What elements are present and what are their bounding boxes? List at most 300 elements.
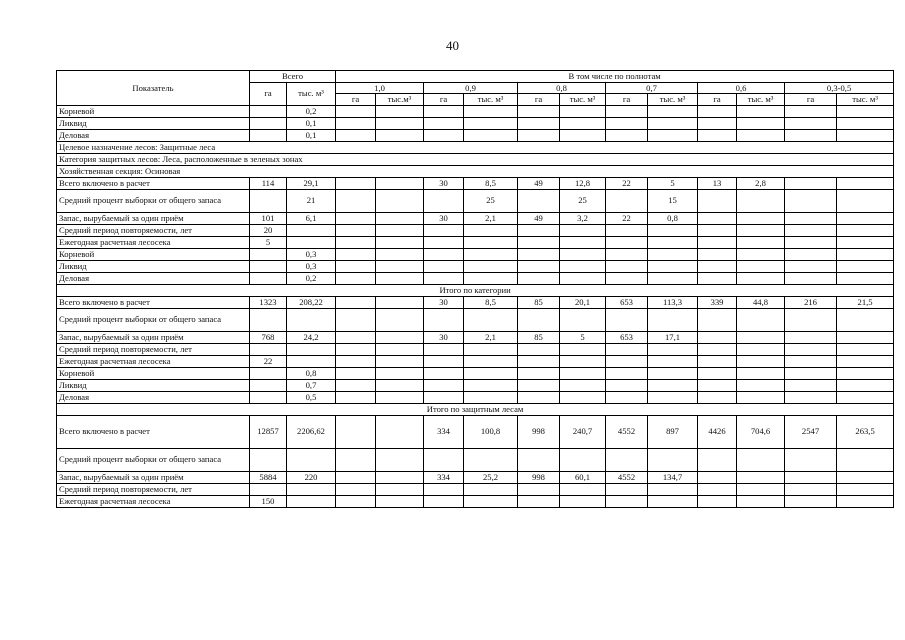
- row-label: Средний процент выборки от общего запаса: [57, 308, 250, 331]
- table-row: [57, 272, 894, 284]
- table-cell: 21: [287, 189, 336, 212]
- table-cell: [424, 355, 464, 367]
- table-cell: [698, 129, 737, 141]
- table-cell: [837, 212, 894, 224]
- table-cell: 60,1: [560, 471, 606, 483]
- table-cell: 216: [785, 296, 837, 308]
- table-cell: [785, 177, 837, 189]
- table-cell: [376, 129, 424, 141]
- table-cell: [560, 117, 606, 129]
- table-cell: [336, 367, 376, 379]
- table-cell: [737, 331, 785, 343]
- table-cell: [424, 189, 464, 212]
- table-cell: [336, 212, 376, 224]
- table-cell: [785, 471, 837, 483]
- table-row: [57, 495, 894, 507]
- table-cell: 49: [518, 212, 560, 224]
- table-cell: 0,2: [287, 105, 336, 117]
- table-header: [57, 71, 894, 106]
- table-cell: 113,3: [648, 296, 698, 308]
- table-cell: [785, 367, 837, 379]
- cutting-area-table: [56, 70, 894, 508]
- row-label: Деловая: [57, 272, 250, 284]
- table-cell: [648, 355, 698, 367]
- header-density-5: 0,6: [698, 82, 785, 94]
- table-cell: [648, 248, 698, 260]
- table-cell: [250, 367, 287, 379]
- table-cell: [250, 248, 287, 260]
- table-cell: [336, 483, 376, 495]
- table-row: [57, 367, 894, 379]
- table-cell: 334: [424, 415, 464, 448]
- table-cell: 0,3: [287, 248, 336, 260]
- table-cell: [698, 248, 737, 260]
- table-cell: [837, 117, 894, 129]
- table-cell: [648, 495, 698, 507]
- table-cell: [785, 448, 837, 471]
- table-cell: [785, 236, 837, 248]
- table-cell: [648, 117, 698, 129]
- table-cell: 0,1: [287, 117, 336, 129]
- table-cell: [737, 355, 785, 367]
- table-cell: [785, 105, 837, 117]
- table-cell: [698, 236, 737, 248]
- table-row: [57, 105, 894, 117]
- table-cell: [837, 471, 894, 483]
- row-label: Запас, вырубаемый за один приём: [57, 471, 250, 483]
- row-label: Ежегодная расчетная лесосека: [57, 236, 250, 248]
- table-cell: [560, 343, 606, 355]
- table-cell: 0,2: [287, 272, 336, 284]
- table-cell: [737, 248, 785, 260]
- table-cell: [287, 355, 336, 367]
- header-density-4: 0,7: [606, 82, 698, 94]
- table-cell: [376, 415, 424, 448]
- table-cell: [336, 248, 376, 260]
- table-cell: [837, 343, 894, 355]
- table-cell: [837, 331, 894, 343]
- table-cell: [698, 105, 737, 117]
- table-cell: [837, 236, 894, 248]
- table-cell: [464, 272, 518, 284]
- table-cell: [606, 355, 648, 367]
- table-cell: [250, 379, 287, 391]
- table-cell: [560, 308, 606, 331]
- table-cell: 220: [287, 471, 336, 483]
- table-cell: [464, 391, 518, 403]
- table-cell: [424, 117, 464, 129]
- table-cell: [837, 272, 894, 284]
- table-cell: [424, 248, 464, 260]
- table-cell: 998: [518, 415, 560, 448]
- table-cell: [464, 343, 518, 355]
- header-ha: га: [698, 94, 737, 106]
- table-cell: [250, 343, 287, 355]
- table-cell: [336, 129, 376, 141]
- table-row: [57, 471, 894, 483]
- table-cell: [376, 355, 424, 367]
- table-row: [57, 165, 894, 177]
- table-cell: [464, 367, 518, 379]
- table-cell: [698, 379, 737, 391]
- table-cell: [336, 471, 376, 483]
- table-cell: [424, 495, 464, 507]
- table-cell: [785, 391, 837, 403]
- table-cell: [648, 343, 698, 355]
- table-cell: [606, 367, 648, 379]
- table-cell: 15: [648, 189, 698, 212]
- table-row: [57, 212, 894, 224]
- table-cell: 85: [518, 296, 560, 308]
- table-cell: [648, 391, 698, 403]
- table-cell: [464, 260, 518, 272]
- table-cell: 2,1: [464, 212, 518, 224]
- table-cell: 3,2: [560, 212, 606, 224]
- table-cell: [648, 379, 698, 391]
- table-cell: [785, 343, 837, 355]
- row-label: Средний период повторяемости, лет: [57, 224, 250, 236]
- table-cell: [376, 236, 424, 248]
- table-cell: [336, 177, 376, 189]
- table-cell: [287, 224, 336, 236]
- table-cell: [518, 391, 560, 403]
- table-cell: [336, 105, 376, 117]
- table-cell: [560, 379, 606, 391]
- table-cell: [518, 355, 560, 367]
- table-cell: [518, 260, 560, 272]
- table-cell: [606, 224, 648, 236]
- table-cell: 768: [250, 331, 287, 343]
- row-label: Запас, вырубаемый за один приём: [57, 331, 250, 343]
- table-cell: [606, 129, 648, 141]
- row-label: Средний процент выборки от общего запаса: [57, 189, 250, 212]
- table-cell: [837, 391, 894, 403]
- table-cell: [336, 272, 376, 284]
- table-cell: 150: [250, 495, 287, 507]
- table-cell: 897: [648, 415, 698, 448]
- table-cell: [464, 105, 518, 117]
- table-cell: [336, 296, 376, 308]
- header-density-6: 0,3-0,5: [785, 82, 894, 94]
- table-cell: [376, 308, 424, 331]
- table-cell: [560, 391, 606, 403]
- table-cell: [250, 448, 287, 471]
- table-row: [57, 296, 894, 308]
- table-cell: [737, 260, 785, 272]
- table-cell: 704,6: [737, 415, 785, 448]
- table-row: [57, 129, 894, 141]
- table-row: [57, 117, 894, 129]
- row-label: Ежегодная расчетная лесосека: [57, 355, 250, 367]
- table-cell: [606, 448, 648, 471]
- table-cell: [376, 391, 424, 403]
- table-cell: [737, 117, 785, 129]
- table-cell: [424, 308, 464, 331]
- table-cell: [336, 355, 376, 367]
- table-cell: [606, 379, 648, 391]
- table-cell: [464, 355, 518, 367]
- table-cell: [837, 129, 894, 141]
- table-cell: [376, 495, 424, 507]
- table-cell: [837, 189, 894, 212]
- table-cell: [837, 248, 894, 260]
- table-cell: [376, 379, 424, 391]
- table-cell: [698, 391, 737, 403]
- table-cell: [737, 343, 785, 355]
- section-heading: Хозяйственная секция: Осиновая: [57, 165, 894, 177]
- table-cell: [737, 236, 785, 248]
- table-row: [57, 331, 894, 343]
- table-cell: [606, 117, 648, 129]
- table-cell: [464, 117, 518, 129]
- table-cell: 5: [560, 331, 606, 343]
- table-cell: [737, 448, 785, 471]
- table-row: [57, 260, 894, 272]
- table-cell: 2206,62: [287, 415, 336, 448]
- header-total-ha: га: [250, 82, 287, 105]
- table-row: [57, 403, 894, 415]
- table-row: [57, 448, 894, 471]
- table-cell: [560, 248, 606, 260]
- table-cell: [424, 391, 464, 403]
- table-cell: 0,3: [287, 260, 336, 272]
- table-cell: 2,1: [464, 331, 518, 343]
- table-row: [57, 224, 894, 236]
- table-cell: 6,1: [287, 212, 336, 224]
- table-cell: [737, 212, 785, 224]
- table-cell: [376, 105, 424, 117]
- table-row: [57, 415, 894, 448]
- table-cell: [287, 343, 336, 355]
- row-label: Ликвид: [57, 117, 250, 129]
- table-cell: [518, 483, 560, 495]
- table-cell: [648, 483, 698, 495]
- table-cell: 25: [464, 189, 518, 212]
- table-cell: [376, 212, 424, 224]
- table-cell: [698, 224, 737, 236]
- table-cell: [785, 260, 837, 272]
- table-row: [57, 153, 894, 165]
- table-cell: [698, 308, 737, 331]
- row-label: Средний процент выборки от общего запаса: [57, 448, 250, 471]
- table-cell: [785, 189, 837, 212]
- row-label: Корневой: [57, 105, 250, 117]
- table-cell: [698, 483, 737, 495]
- table-cell: 0,1: [287, 129, 336, 141]
- table-cell: [785, 495, 837, 507]
- row-label: Деловая: [57, 129, 250, 141]
- table-cell: [606, 189, 648, 212]
- header-m3: тыс. м³: [837, 94, 894, 106]
- table-cell: [737, 308, 785, 331]
- table-cell: [250, 189, 287, 212]
- table-cell: [250, 272, 287, 284]
- header-total: Всего: [250, 71, 336, 83]
- table-cell: 4552: [606, 471, 648, 483]
- table-cell: 114: [250, 177, 287, 189]
- table-cell: [737, 483, 785, 495]
- header-m3: тыс. м³: [648, 94, 698, 106]
- table-cell: 5: [250, 236, 287, 248]
- table-cell: [376, 448, 424, 471]
- row-label: Деловая: [57, 391, 250, 403]
- table-cell: 30: [424, 177, 464, 189]
- table-cell: [336, 189, 376, 212]
- table-cell: [336, 331, 376, 343]
- header-m3: тыс. м³: [464, 94, 518, 106]
- table-cell: 2547: [785, 415, 837, 448]
- table-cell: [376, 260, 424, 272]
- table-cell: [606, 260, 648, 272]
- table-cell: 100,8: [464, 415, 518, 448]
- table-cell: [785, 248, 837, 260]
- table-cell: [424, 105, 464, 117]
- table-cell: [518, 495, 560, 507]
- table-cell: [336, 343, 376, 355]
- table-cell: [560, 129, 606, 141]
- table-cell: [837, 105, 894, 117]
- table-cell: [518, 448, 560, 471]
- table-cell: 2,8: [737, 177, 785, 189]
- table-cell: [424, 483, 464, 495]
- table-cell: [560, 272, 606, 284]
- table-cell: 101: [250, 212, 287, 224]
- row-label: Запас, вырубаемый за один приём: [57, 212, 250, 224]
- table-cell: 134,7: [648, 471, 698, 483]
- table-cell: 998: [518, 471, 560, 483]
- table-cell: [698, 272, 737, 284]
- page-number: 40: [446, 38, 459, 53]
- table-cell: [376, 117, 424, 129]
- table-cell: [737, 189, 785, 212]
- table-cell: [785, 117, 837, 129]
- table-cell: [518, 367, 560, 379]
- table-row: [57, 236, 894, 248]
- table-cell: [648, 448, 698, 471]
- table-cell: [424, 236, 464, 248]
- table-cell: [518, 308, 560, 331]
- table-cell: 1323: [250, 296, 287, 308]
- row-label: Ликвид: [57, 379, 250, 391]
- table-cell: [648, 308, 698, 331]
- table-cell: [464, 224, 518, 236]
- table-row: [57, 248, 894, 260]
- table-cell: 0,7: [287, 379, 336, 391]
- table-cell: [785, 272, 837, 284]
- table-cell: [287, 308, 336, 331]
- table-cell: [698, 189, 737, 212]
- header-m3: тыс.м³: [376, 94, 424, 106]
- table-cell: [560, 448, 606, 471]
- section-heading: Категория защитных лесов: Леса, расположенные в зеленых зонах: [57, 153, 894, 165]
- table-cell: [336, 236, 376, 248]
- table-cell: [837, 177, 894, 189]
- subtotal-heading: Итого по защитным лесам: [57, 403, 894, 415]
- table-cell: [737, 495, 785, 507]
- table-cell: [698, 117, 737, 129]
- table-cell: [837, 355, 894, 367]
- table-cell: [336, 260, 376, 272]
- table-cell: [376, 367, 424, 379]
- row-label: Всего включено в расчет: [57, 415, 250, 448]
- table-cell: [737, 272, 785, 284]
- header-density-1: 1,0: [336, 82, 424, 94]
- table-row: [57, 483, 894, 495]
- table-cell: [518, 236, 560, 248]
- header-density-2: 0,9: [424, 82, 518, 94]
- table-cell: [606, 495, 648, 507]
- table-cell: [648, 367, 698, 379]
- header-indicator: Показатель: [57, 71, 250, 106]
- table-cell: [785, 483, 837, 495]
- table-cell: [464, 483, 518, 495]
- table-cell: 49: [518, 177, 560, 189]
- table-cell: [376, 224, 424, 236]
- table-cell: [250, 391, 287, 403]
- table-cell: [518, 343, 560, 355]
- table-cell: [424, 272, 464, 284]
- table-row: [57, 141, 894, 153]
- row-label: Корневой: [57, 367, 250, 379]
- section-heading: Целевое назначение лесов: Защитные леса: [57, 141, 894, 153]
- table-cell: [698, 367, 737, 379]
- table-cell: 0,5: [287, 391, 336, 403]
- table-cell: [737, 471, 785, 483]
- table-cell: 12857: [250, 415, 287, 448]
- table-cell: 334: [424, 471, 464, 483]
- table-cell: [737, 367, 785, 379]
- table-cell: [837, 483, 894, 495]
- table-cell: [424, 224, 464, 236]
- table-cell: [287, 483, 336, 495]
- table-cell: [737, 379, 785, 391]
- table-cell: [606, 483, 648, 495]
- table-cell: [464, 495, 518, 507]
- table-cell: [518, 129, 560, 141]
- table-cell: [376, 483, 424, 495]
- table-cell: [648, 129, 698, 141]
- table-cell: [376, 343, 424, 355]
- table-cell: [737, 129, 785, 141]
- table-cell: [250, 129, 287, 141]
- header-m3: тыс. м³: [560, 94, 606, 106]
- table-cell: 17,1: [648, 331, 698, 343]
- table-cell: [250, 260, 287, 272]
- table-cell: [464, 236, 518, 248]
- table-cell: [250, 308, 287, 331]
- table-cell: [287, 448, 336, 471]
- table-cell: [785, 355, 837, 367]
- table-cell: 22: [250, 355, 287, 367]
- table-cell: [464, 248, 518, 260]
- table-cell: [250, 117, 287, 129]
- table-cell: 208,22: [287, 296, 336, 308]
- header-ha: га: [424, 94, 464, 106]
- table-cell: 12,8: [560, 177, 606, 189]
- table-cell: [336, 308, 376, 331]
- table-cell: 5: [648, 177, 698, 189]
- table-cell: 85: [518, 331, 560, 343]
- table-row: [57, 189, 894, 212]
- table-cell: 13: [698, 177, 737, 189]
- table-cell: [560, 105, 606, 117]
- table-cell: [560, 495, 606, 507]
- table-cell: 30: [424, 212, 464, 224]
- table-cell: [837, 260, 894, 272]
- table-cell: [606, 248, 648, 260]
- table-cell: [376, 296, 424, 308]
- table-row: [57, 391, 894, 403]
